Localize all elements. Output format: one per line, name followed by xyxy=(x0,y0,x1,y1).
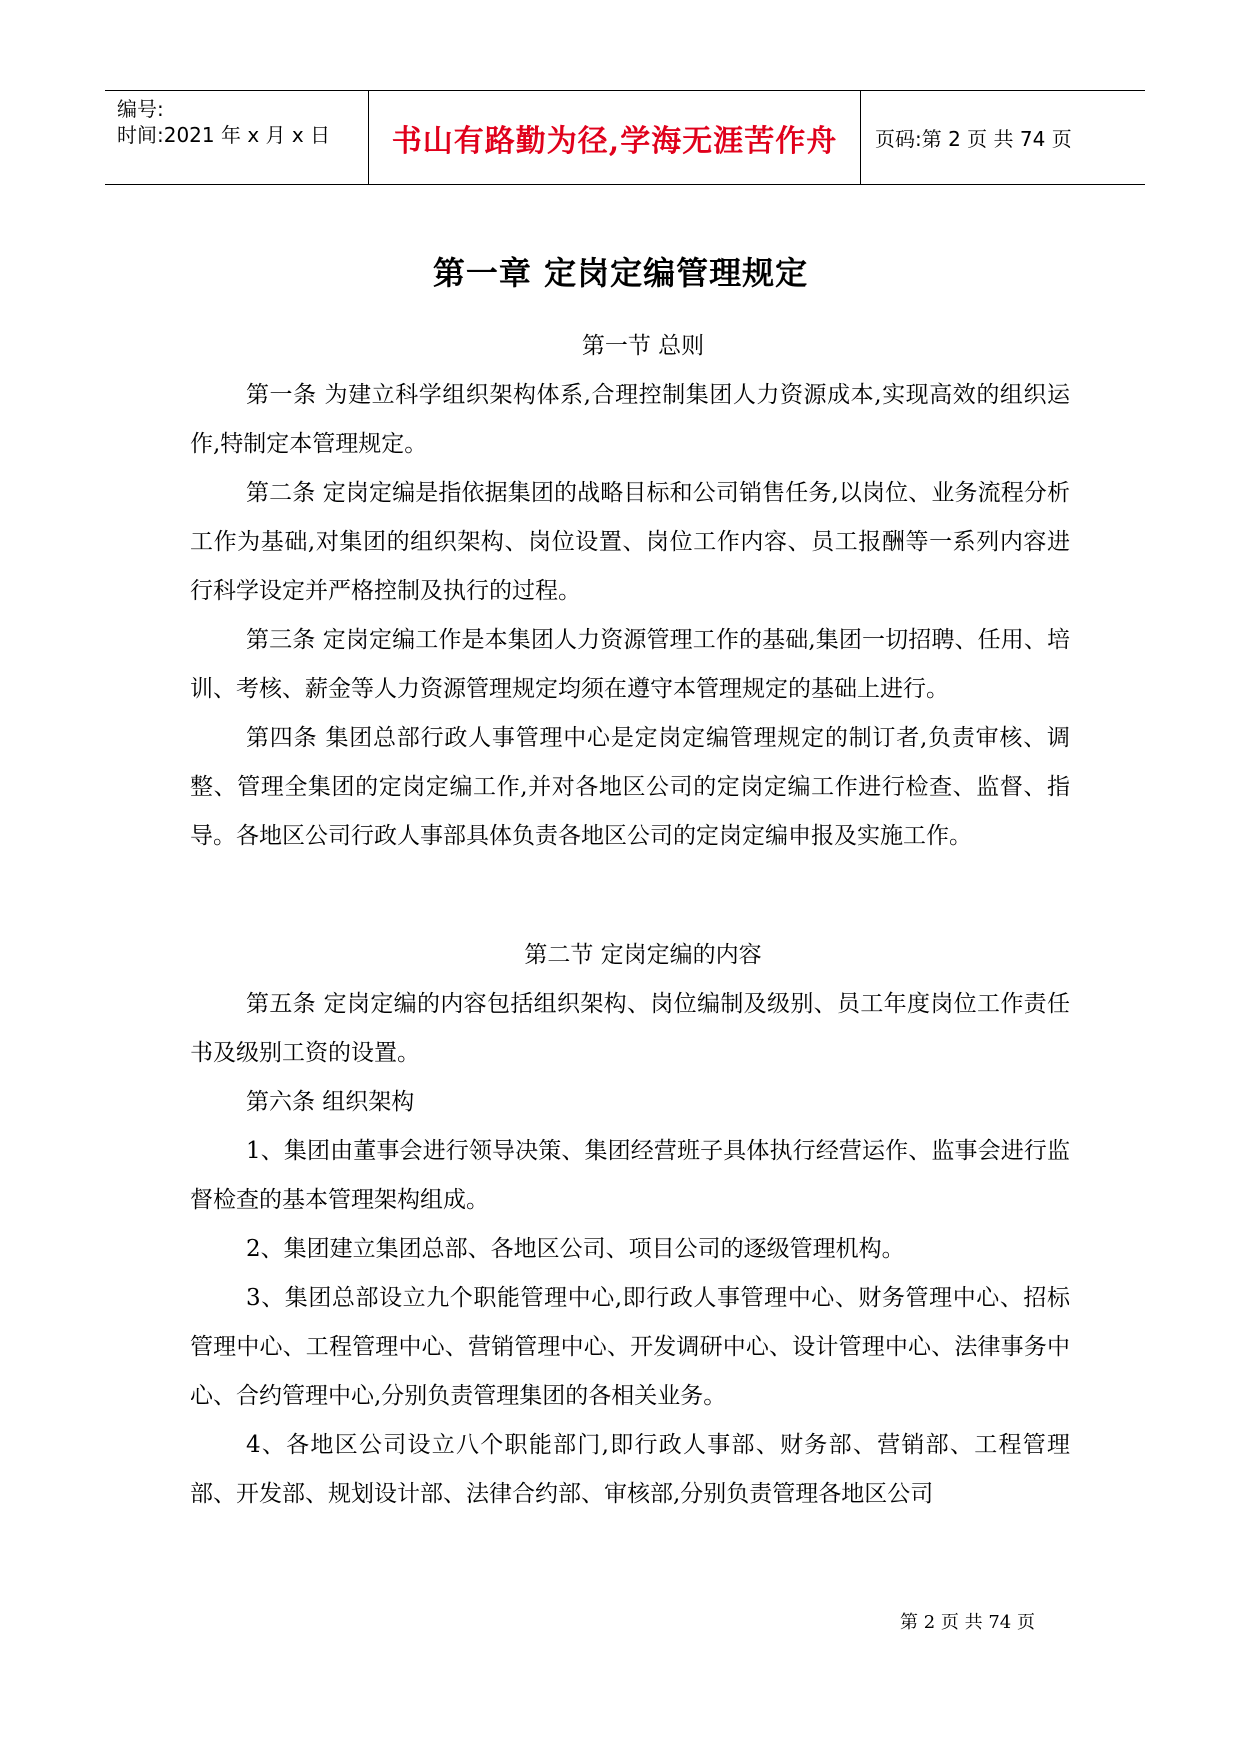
paragraph: 第一条 为建立科学组织架构体系,合理控制集团人力资源成本,实现高效的组织运作,特制定本管理规定。 xyxy=(190,382,1070,457)
paragraph: 1、集团由董事会进行领导决策、集团经营班子具体执行经营运作、监事会进行监督检查的基本管理架构组成。 xyxy=(190,1138,1070,1213)
paragraph: 4、各地区公司设立八个职能部门,即行政人事部、财务部、营销部、工程管理部、开发部、规划设计部、法律合约部、审核部,分别负责管理各地区公司 xyxy=(190,1432,1070,1507)
paragraph: 3、集团总部设立九个职能管理中心,即行政人事管理中心、财务管理中心、招标管理中心、工程管理中心、营销管理中心、开发调研中心、设计管理中心、法律事务中心、合约管理中心,分别负责管理集团的各相关业务。 xyxy=(190,1285,1070,1409)
section-title: 第一节 总则 xyxy=(581,333,705,359)
page-code: 页码:第 2 页 共 74 页 xyxy=(875,127,1072,151)
page-footer: 第 2 页 共 74 页 xyxy=(900,1612,1035,1633)
paragraph: 2、集团建立集团总部、各地区公司、项目公司的逐级管理机构。 xyxy=(246,1236,905,1262)
time-label: 时间:2021 年 x 月 x 日 xyxy=(117,123,331,147)
paragraph: 第三条 定岗定编工作是本集团人力资源管理工作的基础,集团一切招聘、任用、培训、考核、薪金等人力资源管理规定均须在遵守本管理规定的基础上进行。 xyxy=(190,627,1070,702)
paragraph: 第二条 定岗定编是指依据集团的战略目标和公司销售任务,以岗位、业务流程分析工作为基础,对集团的组织架构、岗位设置、岗位工作内容、员工报酬等一系列内容进行科学设定并严格控制及执行的过程。 xyxy=(190,480,1070,604)
header-page-cell xyxy=(861,91,1145,184)
section-title: 第二节 定岗定编的内容 xyxy=(524,942,762,968)
page-header xyxy=(105,90,1145,185)
chapter-title: 第一章 定岗定编管理规定 xyxy=(432,254,809,292)
paragraph: 第六条 组织架构 xyxy=(246,1089,415,1115)
document-body xyxy=(190,322,1070,1519)
number-label: 编号: xyxy=(117,97,164,121)
paragraph: 第五条 定岗定编的内容包括组织架构、岗位编制及级别、员工年度岗位工作责任书及级别工资的设置。 xyxy=(190,991,1070,1066)
header-motto-cell xyxy=(369,91,861,184)
paragraph: 第四条 集团总部行政人事管理中心是定岗定编管理规定的制订者,负责审核、调整、管理全集团的定岗定编工作,并对各地区公司的定岗定编工作进行检查、监督、指导。各地区公司行政人事部具体负责各地区公司的定岗定编申报及实施工作。 xyxy=(190,725,1070,849)
section-gap xyxy=(190,861,1070,931)
header-info-cell xyxy=(105,91,369,184)
motto: 书山有路勤为径,学海无涯苦作舟 xyxy=(391,123,838,159)
